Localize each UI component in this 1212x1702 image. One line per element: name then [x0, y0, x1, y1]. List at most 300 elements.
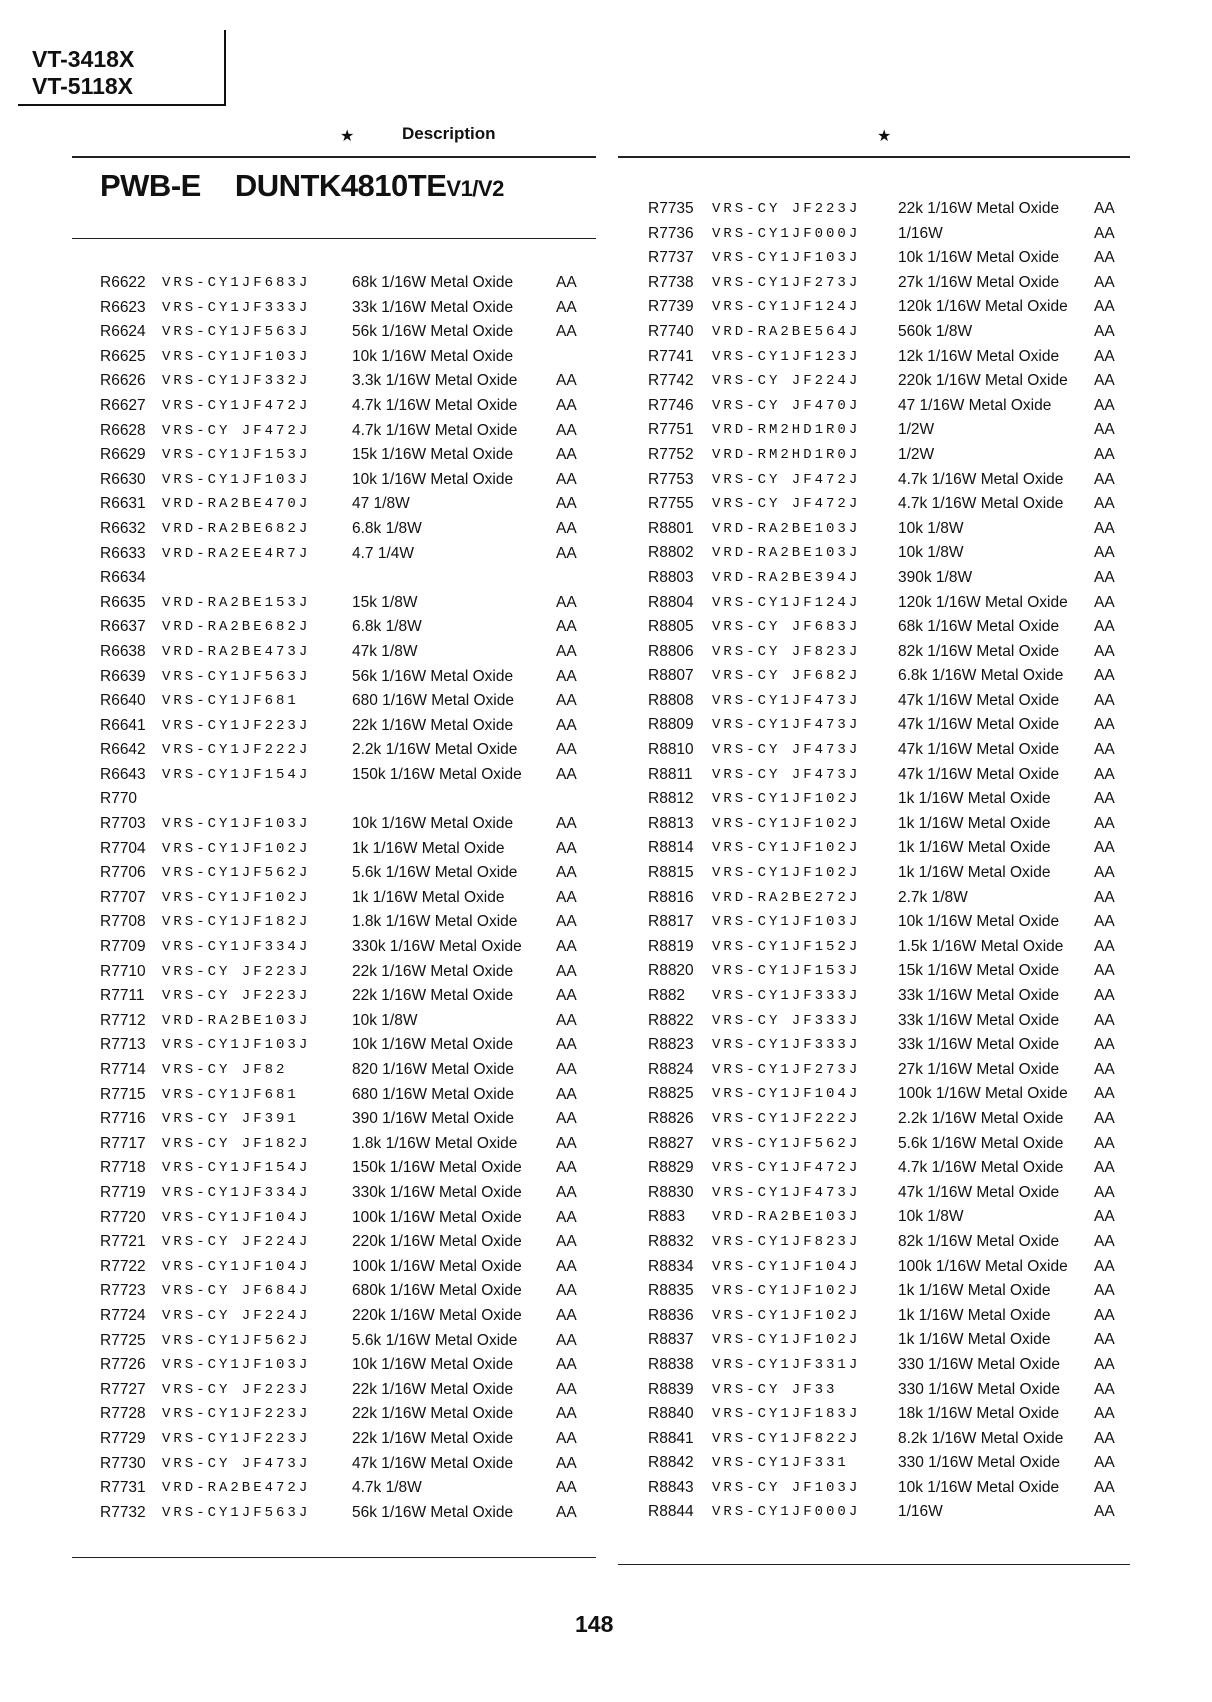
part-number: VRD-RM2HD1R0J — [712, 422, 861, 439]
part-number: VRD-RA2BE103J — [712, 520, 861, 537]
part-row — [648, 296, 1128, 321]
part-rank: AA — [556, 839, 577, 857]
part-number: VRS-CY1JF332J — [162, 373, 311, 390]
part-description: 220k 1/16W Metal Oxide — [352, 1233, 522, 1251]
part-number: VRS-CY1JF472J — [712, 1160, 861, 1177]
part-row — [648, 1059, 1128, 1084]
part-description: 2.2k 1/16W Metal Oxide — [898, 1109, 1064, 1127]
part-number: VRS-CY1JF562J — [162, 865, 311, 882]
part-number: VRS-CY1JF223J — [162, 1430, 311, 1447]
part-rank: AA — [1094, 322, 1115, 340]
part-ref: R7751 — [648, 421, 694, 439]
part-description: 10k 1/16W Metal Oxide — [352, 470, 514, 488]
part-rank: AA — [556, 618, 577, 636]
part-row — [648, 1305, 1128, 1330]
part-description: 22k 1/16W Metal Oxide — [352, 1405, 514, 1423]
part-description: 220k 1/16W Metal Oxide — [352, 1306, 522, 1324]
part-row — [648, 1452, 1128, 1477]
part-ref: R7740 — [648, 322, 694, 340]
parts-list-right — [648, 198, 1128, 1526]
part-number: VRS-CY JF391 — [162, 1111, 299, 1128]
part-number: VRD-RA2BE103J — [162, 1012, 311, 1029]
part-row — [648, 1133, 1128, 1158]
part-row — [100, 1157, 610, 1182]
part-row — [648, 272, 1128, 297]
part-ref: R8801 — [648, 519, 694, 537]
part-row — [648, 1157, 1128, 1182]
part-description: 10k 1/8W — [898, 1208, 964, 1226]
part-ref: R7726 — [100, 1356, 146, 1374]
part-ref: R7721 — [100, 1233, 146, 1251]
part-number: VRD-RA2BE394J — [712, 569, 861, 586]
part-description: 10k 1/16W Metal Oxide — [352, 1036, 514, 1054]
part-ref: R8839 — [648, 1380, 694, 1398]
part-ref: R7746 — [648, 396, 694, 414]
part-rank: AA — [556, 1011, 577, 1029]
part-row — [648, 1477, 1128, 1502]
part-rank: AA — [1094, 1183, 1115, 1201]
part-number: VRS-CY JF682J — [712, 668, 861, 685]
part-description: 68k 1/16W Metal Oxide — [352, 274, 514, 291]
part-description: 120k 1/16W Metal Oxide — [898, 298, 1068, 316]
description-heading: Description — [402, 124, 496, 143]
part-rank: AA — [556, 1183, 577, 1201]
part-row — [648, 1256, 1128, 1281]
part-ref: R7716 — [100, 1110, 146, 1128]
part-ref: R8826 — [648, 1109, 694, 1127]
model-number-2: VT-5118X — [32, 73, 134, 99]
part-row — [648, 960, 1128, 985]
part-description: 1.8k 1/16W Metal Oxide — [352, 1134, 518, 1152]
part-ref: R8834 — [648, 1257, 694, 1275]
part-ref: R8840 — [648, 1405, 694, 1423]
part-rank: AA — [1094, 888, 1115, 906]
part-number: VRS-CY1JF473J — [712, 717, 861, 734]
part-row — [648, 788, 1128, 813]
part-ref: R6630 — [100, 470, 146, 488]
part-ref: R8830 — [648, 1183, 694, 1201]
part-description: 5.6k 1/16W Metal Oxide — [352, 864, 518, 882]
part-rank: AA — [556, 1208, 577, 1226]
part-ref: R8809 — [648, 716, 694, 734]
part-ref: R6640 — [100, 692, 146, 710]
part-description: 330k 1/16W Metal Oxide — [352, 1183, 522, 1201]
part-row — [648, 641, 1128, 666]
part-description: 4.7k 1/16W Metal Oxide — [352, 421, 518, 439]
part-rank: AA — [556, 446, 577, 464]
part-description: 330k 1/16W Metal Oxide — [352, 938, 522, 956]
part-description: 22k 1/16W Metal Oxide — [898, 200, 1060, 217]
part-number: VRS-CY1JF683J — [162, 275, 311, 291]
part-ref: R8844 — [648, 1503, 694, 1521]
part-description: 5.6k 1/16W Metal Oxide — [898, 1134, 1064, 1152]
part-row — [100, 1428, 610, 1453]
part-description: 47k 1/8W — [352, 642, 418, 660]
part-description: 6.8k 1/8W — [352, 519, 422, 537]
part-rank: AA — [556, 1134, 577, 1152]
part-row — [100, 641, 610, 666]
part-rank: AA — [1094, 1085, 1115, 1103]
part-rank: AA — [556, 692, 577, 710]
part-number: VRS-CY1JF563J — [162, 1504, 311, 1521]
part-number: VRS-CY JF224J — [162, 1234, 311, 1251]
part-ref: R8825 — [648, 1085, 694, 1103]
part-row — [648, 370, 1128, 395]
part-row — [100, 272, 610, 297]
part-rank: AA — [556, 1405, 577, 1423]
part-ref: R7730 — [100, 1454, 146, 1472]
part-row — [648, 493, 1128, 518]
part-ref: R8814 — [648, 839, 694, 857]
part-row — [648, 1108, 1128, 1133]
part-number: VRS-CY1JF334J — [162, 1184, 311, 1201]
part-row — [648, 1034, 1128, 1059]
part-number: VRD-RA2BE153J — [162, 594, 311, 611]
part-rank: AA — [1094, 495, 1115, 513]
part-row — [648, 592, 1128, 617]
part-ref: R8805 — [648, 618, 694, 636]
part-rank: AA — [556, 1380, 577, 1398]
part-number: VRS-CY1JF153J — [162, 447, 311, 464]
part-ref: R6633 — [100, 544, 146, 562]
part-ref: R8841 — [648, 1429, 694, 1447]
part-row — [100, 1133, 610, 1158]
model-header — [18, 30, 226, 106]
part-row — [648, 419, 1128, 444]
part-ref: R8817 — [648, 913, 694, 931]
part-row — [648, 469, 1128, 494]
part-number: VRD-RA2BE473J — [162, 643, 311, 660]
part-number: VRS-CY1JF102J — [712, 840, 861, 857]
part-rank: AA — [1094, 691, 1115, 709]
part-ref: R7722 — [100, 1257, 146, 1275]
part-ref: R7711 — [100, 987, 145, 1005]
part-rank: AA — [556, 470, 577, 488]
part-description: 68k 1/16W Metal Oxide — [898, 618, 1060, 636]
part-rank: AA — [556, 1282, 577, 1300]
part-ref: R7713 — [100, 1036, 146, 1054]
part-ref: R6629 — [100, 446, 146, 464]
part-description: 47k 1/16W Metal Oxide — [898, 716, 1060, 734]
part-number: VRS-CY1JF681 — [162, 1086, 299, 1103]
part-row — [648, 346, 1128, 371]
part-row — [100, 985, 610, 1010]
part-rank: AA — [556, 593, 577, 611]
part-row — [648, 1182, 1128, 1207]
part-rank: AA — [1094, 568, 1115, 586]
parts-list-left — [100, 272, 610, 1526]
part-ref: R7724 — [100, 1306, 146, 1324]
rule-left-top — [72, 156, 596, 158]
part-number: VRS-CY1JF333J — [712, 1037, 861, 1054]
part-description: 27k 1/16W Metal Oxide — [898, 1060, 1060, 1078]
part-ref: R7737 — [648, 249, 694, 267]
part-ref: R7735 — [648, 200, 694, 217]
part-ref: R8835 — [648, 1282, 694, 1300]
part-number: VRS-CY1JF154J — [162, 766, 311, 783]
board-title — [100, 168, 504, 204]
part-description: 390k 1/8W — [898, 568, 973, 586]
part-description: 10k 1/16W Metal Oxide — [898, 1478, 1060, 1496]
part-rank: AA — [556, 1331, 577, 1349]
part-number: VRS-CY1JF681 — [162, 693, 299, 710]
part-ref: R8819 — [648, 937, 694, 955]
part-ref: R8807 — [648, 667, 694, 685]
part-rank: AA — [556, 1356, 577, 1374]
part-description: 56k 1/16W Metal Oxide — [352, 323, 514, 341]
part-ref: R6624 — [100, 323, 146, 341]
part-row — [648, 223, 1128, 248]
part-ref: R7731 — [100, 1479, 146, 1497]
part-ref: R6627 — [100, 396, 146, 414]
part-description: 4.7k 1/16W Metal Oxide — [898, 495, 1064, 513]
part-rank: AA — [556, 1429, 577, 1447]
part-rank: AA — [1094, 470, 1115, 488]
part-row — [100, 420, 610, 445]
part-number: VRS-CY1JF104J — [712, 1086, 861, 1103]
part-number: VRS-CY1JF103J — [162, 348, 311, 365]
part-number: VRS-CY1JF102J — [712, 815, 861, 832]
part-number: VRD-RA2BE103J — [712, 1209, 861, 1226]
part-ref: R8802 — [648, 544, 694, 562]
part-ref: R7728 — [100, 1405, 146, 1423]
part-ref: R7714 — [100, 1061, 146, 1078]
part-description: 1k 1/16W Metal Oxide — [898, 839, 1051, 857]
part-rank: AA — [1094, 1011, 1115, 1029]
part-number: VRS-CY1JF102J — [712, 791, 861, 808]
part-description: 1/16W — [898, 224, 943, 242]
part-number: VRS-CY1JF104J — [712, 1258, 861, 1275]
part-ref: R7741 — [648, 347, 694, 365]
part-row — [100, 1354, 610, 1379]
part-number: VRS-CY1JF222J — [162, 742, 311, 759]
part-number: VRS-CY1JF152J — [712, 938, 861, 955]
part-rank: AA — [1094, 1159, 1115, 1177]
part-description: 22k 1/16W Metal Oxide — [352, 962, 514, 980]
part-rank: AA — [1094, 1503, 1115, 1521]
part-row — [648, 1206, 1128, 1231]
part-row — [100, 862, 610, 887]
part-rank: AA — [556, 1503, 577, 1521]
part-ref: R6626 — [100, 372, 146, 390]
part-ref: R7712 — [100, 1011, 146, 1029]
part-rank: AA — [1094, 519, 1115, 537]
part-rank: AA — [1094, 642, 1115, 660]
part-rank: AA — [1094, 839, 1115, 857]
part-rank: AA — [556, 1061, 577, 1078]
part-description: 1k 1/16W Metal Oxide — [898, 790, 1051, 808]
part-number: VRS-CY1JF334J — [162, 939, 311, 956]
part-row — [100, 1502, 610, 1527]
part-rank: AA — [1094, 1232, 1115, 1250]
part-row — [648, 1231, 1128, 1256]
part-row — [648, 911, 1128, 936]
part-description: 10k 1/16W Metal Oxide — [352, 1356, 514, 1374]
part-description: 22k 1/16W Metal Oxide — [352, 716, 514, 734]
part-number: VRD-RA2EE4R7J — [162, 545, 311, 562]
part-ref: R7739 — [648, 298, 694, 316]
part-rank: AA — [1094, 249, 1115, 267]
part-rank: AA — [556, 864, 577, 882]
part-number: VRS-CY1JF333J — [162, 299, 311, 316]
part-row — [100, 370, 610, 395]
part-row — [100, 936, 610, 961]
part-row — [648, 567, 1128, 592]
board-suffix: V1/V2 — [446, 176, 504, 201]
part-rank: AA — [1094, 396, 1115, 414]
part-description: 330 1/16W Metal Oxide — [898, 1380, 1060, 1398]
part-row — [100, 764, 610, 789]
part-ref: R8837 — [648, 1331, 694, 1349]
part-row — [648, 247, 1128, 272]
part-row — [100, 838, 610, 863]
part-rank: AA — [556, 642, 577, 660]
part-row — [648, 739, 1128, 764]
part-description: 10k 1/8W — [898, 544, 964, 562]
part-ref: R7704 — [100, 839, 146, 857]
part-number: VRS-CY1JF102J — [162, 889, 311, 906]
part-description: 1/16W — [898, 1503, 943, 1521]
part-ref: R8813 — [648, 814, 694, 832]
page-number: 148 — [575, 1611, 614, 1637]
part-description: 10k 1/8W — [352, 1011, 418, 1029]
part-rank: AA — [556, 741, 577, 759]
part-ref: R7738 — [648, 273, 694, 291]
part-ref: R8832 — [648, 1232, 694, 1250]
part-description: 2.7k 1/8W — [898, 888, 968, 906]
part-ref: R7742 — [648, 372, 694, 390]
part-description: 4.7k 1/16W Metal Oxide — [898, 1159, 1064, 1177]
part-number: VRS-CY1JF124J — [712, 299, 861, 316]
part-ref: R7723 — [100, 1282, 146, 1300]
part-ref: R6631 — [100, 495, 146, 513]
part-rank: AA — [556, 421, 577, 439]
part-description: 12k 1/16W Metal Oxide — [898, 347, 1060, 365]
part-rank: AA — [1094, 1454, 1115, 1472]
part-rank: AA — [556, 544, 577, 562]
part-row — [100, 666, 610, 691]
part-description: 560k 1/8W — [898, 322, 973, 340]
part-description: 4.7k 1/16W Metal Oxide — [352, 396, 518, 414]
part-ref: R6643 — [100, 765, 146, 783]
star-marker-left: ★ — [340, 128, 355, 145]
part-ref: R7710 — [100, 962, 146, 980]
part-ref: R7703 — [100, 815, 146, 833]
part-rank: AA — [1094, 765, 1115, 783]
part-row — [100, 493, 610, 518]
part-description: 1k 1/16W Metal Oxide — [898, 814, 1051, 832]
part-number: VRS-CY JF223J — [162, 963, 311, 980]
part-description: 4.7k 1/16W Metal Oxide — [898, 470, 1064, 488]
part-row — [648, 321, 1128, 346]
part-row — [100, 1059, 610, 1084]
part-rank: AA — [556, 815, 577, 833]
part-rank: AA — [556, 913, 577, 931]
part-number: VRD-RA2BE272J — [712, 889, 861, 906]
part-row — [648, 837, 1128, 862]
part-rank: AA — [1094, 741, 1115, 759]
part-ref: R8836 — [648, 1306, 694, 1324]
part-rank: AA — [556, 1233, 577, 1251]
part-row — [100, 1330, 610, 1355]
rule-right-top — [618, 156, 1130, 158]
part-description: 390 1/16W Metal Oxide — [352, 1110, 514, 1128]
part-description: 47 1/16W Metal Oxide — [898, 396, 1052, 414]
part-description: 1k 1/16W Metal Oxide — [898, 1331, 1051, 1349]
part-description: 22k 1/16W Metal Oxide — [352, 1429, 514, 1447]
part-row — [100, 1379, 610, 1404]
part-rank: AA — [556, 962, 577, 980]
part-row — [648, 444, 1128, 469]
part-number: VRS-CY1JF223J — [162, 1406, 311, 1423]
part-ref: R8829 — [648, 1159, 694, 1177]
part-ref: R8803 — [648, 568, 694, 586]
part-ref: R770 — [100, 790, 138, 808]
part-number: VRS-CY1JF103J — [162, 816, 311, 833]
part-ref: R6641 — [100, 716, 146, 734]
part-rank: AA — [1094, 937, 1115, 955]
part-number: VRD-RM2HD1R0J — [712, 446, 861, 463]
part-ref: R8827 — [648, 1134, 694, 1152]
part-description: 47k 1/16W Metal Oxide — [898, 691, 1060, 709]
part-number: VRS-CY JF333J — [712, 1012, 861, 1029]
part-number: VRS-CY JF473J — [712, 742, 861, 759]
part-row — [100, 715, 610, 740]
part-description: 10k 1/16W Metal Oxide — [352, 815, 514, 833]
part-description: 680 1/16W Metal Oxide — [352, 1085, 514, 1103]
part-row — [648, 1083, 1128, 1108]
part-description: 1.5k 1/16W Metal Oxide — [898, 937, 1064, 955]
part-description: 1k 1/16W Metal Oxide — [898, 1282, 1051, 1300]
part-number: VRS-CY JF224J — [162, 1307, 311, 1324]
part-description: 27k 1/16W Metal Oxide — [898, 273, 1060, 291]
part-description: 6.8k 1/8W — [352, 618, 422, 636]
part-rank: AA — [1094, 1478, 1115, 1496]
part-rank: AA — [556, 987, 577, 1005]
part-number: VRS-CY1JF473J — [712, 1184, 861, 1201]
part-row — [100, 395, 610, 420]
part-number: VRS-CY JF182J — [162, 1135, 311, 1152]
part-description: 82k 1/16W Metal Oxide — [898, 642, 1060, 660]
part-description: 100k 1/16W Metal Oxide — [898, 1085, 1068, 1103]
part-number: VRS-CY1JF823J — [712, 1233, 861, 1250]
part-rank: AA — [1094, 864, 1115, 882]
part-row — [100, 567, 610, 592]
part-number: VRS-CY1JF222J — [712, 1110, 861, 1127]
part-number: VRS-CY1JF102J — [712, 865, 861, 882]
part-ref: R883 — [648, 1208, 686, 1226]
part-description: 1/2W — [898, 445, 935, 463]
part-ref: R8808 — [648, 691, 694, 709]
part-ref: R6642 — [100, 741, 146, 759]
part-number: VRS-CY JF472J — [712, 496, 861, 513]
part-rank: AA — [1094, 298, 1115, 316]
part-row — [100, 788, 610, 813]
part-number: VRS-CY1JF182J — [162, 914, 311, 931]
part-number: VRS-CY1JF102J — [162, 840, 311, 857]
part-ref: R7706 — [100, 864, 146, 882]
part-number: VRS-CY1JF104J — [162, 1258, 311, 1275]
part-row — [100, 469, 610, 494]
part-rank: AA — [556, 888, 577, 906]
part-rank: AA — [1094, 1134, 1115, 1152]
part-ref: R7755 — [648, 495, 694, 513]
part-row — [100, 321, 610, 346]
part-description: 10k 1/16W Metal Oxide — [898, 913, 1060, 931]
part-row — [100, 690, 610, 715]
part-ref: R7725 — [100, 1331, 146, 1349]
part-number: VRD-RA2BE472J — [162, 1480, 311, 1497]
